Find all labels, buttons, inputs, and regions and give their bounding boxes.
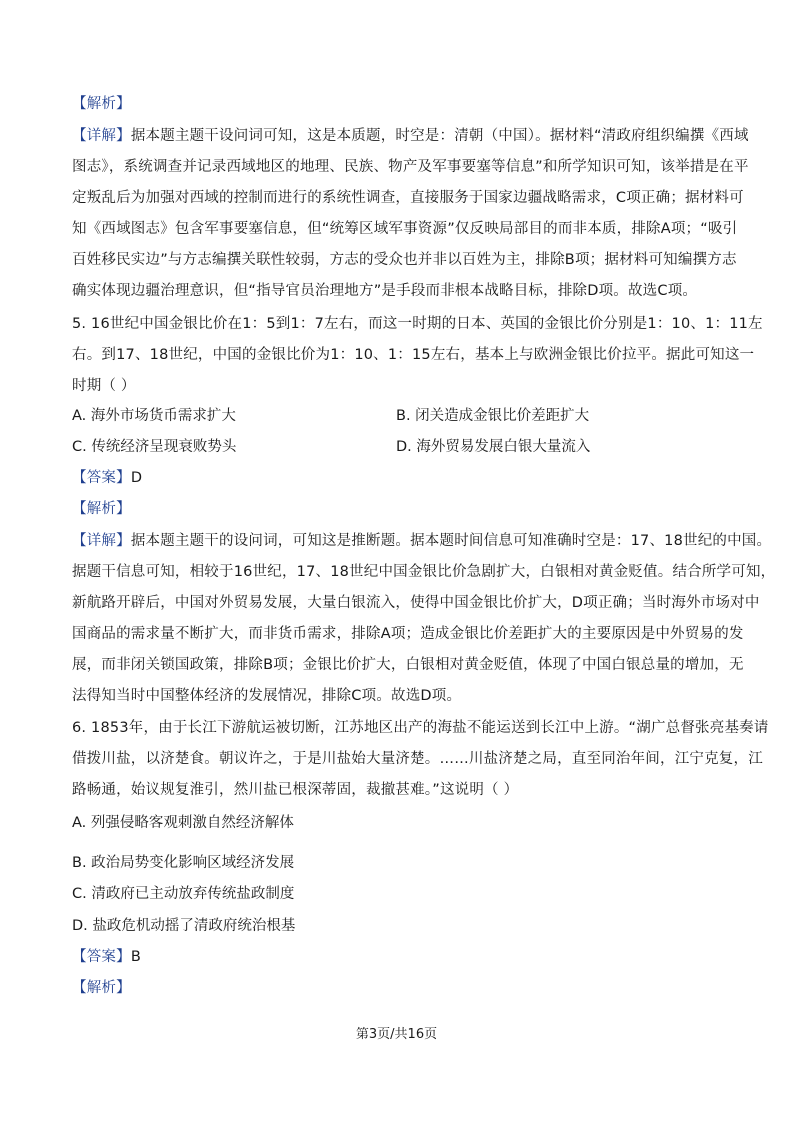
option-d: D. 盐政危机动摇了清政府统治根基 [72, 918, 296, 934]
analysis-line: 国商品的需求量不断扩大，而非货币需求，排除A项；造成金银比价差距扩大的主要原因是中外贸易的发 [72, 626, 744, 642]
answer-label: 【答案】 [72, 470, 131, 486]
option-a: A. 列强侵略客观刺激自然经济解体 [72, 815, 294, 831]
option-c: C. 清政府已主动放弃传统盐政制度 [72, 886, 295, 902]
analysis-line: 【详解】据本题主题干的设问词，可知这是推断题。据本题时间信息可知准确时空是：17、18世纪的中国。 [72, 533, 772, 549]
question-stem: 时期（ ） [72, 378, 136, 394]
analysis-line: 定叛乱后为加强对西域的控制而进行的系统性调查，直接服务于国家边疆战略需求，C项正确；据材料可 [72, 190, 744, 206]
detail-label: 【详解】 [72, 533, 131, 549]
analysis-line: 法得知当时中国整体经济的发展情况，排除C项。故选D项。 [72, 688, 462, 704]
question-stem: 5. 16世纪中国金银比价在1：5到1：7左右，而这一时期的日本、英国的金银比价分别是1：10、1：11左 [72, 316, 763, 332]
option-b: B. 闭关造成金银比价差距扩大 [396, 408, 590, 424]
question-stem: 借拨川盐，以济楚食。朝议许之，于是川盐始大量济楚。……川盐济楚之局，直至同治年间，江宁克复，江 [72, 751, 763, 767]
option-a: A. 海外市场货币需求扩大 [72, 408, 236, 424]
question-stem: 右。到17、18世纪，中国的金银比价为1：10、1：15左右，基本上与欧洲金银比价拉平。据此可知这一 [72, 347, 755, 363]
answer-value: D [130, 470, 143, 486]
analysis-line: 图志》，系统调查并记录西域地区的地理、民族、物产及军事要塞等信息”和所学知识可知，该举措是在平 [72, 159, 749, 175]
analysis-line: 知《西域图志》包含军事要塞信息，但“统筹区域军事资源”仅反映局部目的而非本质，排除A项；“吸引 [72, 221, 738, 237]
jiexi-heading: 【解析】 [72, 96, 131, 112]
option-b: B. 政治局势变化影响区域经济发展 [72, 855, 295, 871]
answer-value: B [130, 949, 141, 965]
jiexi-heading: 【解析】 [72, 980, 131, 996]
question-stem: 6. 1853年，由于长江下游航运被切断，江苏地区出产的海盐不能运送到长江中上游。“湖广总督张亮基奏请 [72, 720, 769, 736]
answer-line [72, 468, 732, 488]
question-stem: 路畅通，始议规复淮引，然川盐已根深蒂固，裁撤甚难。”这说明（ ） [72, 782, 519, 798]
analysis-line: 【详解】据本题主题干设问词可知，这是本质题，时空是：清朝（中国）。据材料“清政府组织编撰《西域 [72, 128, 749, 144]
option-d: D. 海外贸易发展白银大量流入 [396, 439, 591, 455]
answer-line [72, 947, 732, 967]
option-c: C. 传统经济呈现衰败势头 [72, 439, 237, 455]
jiexi-heading: 【解析】 [72, 501, 131, 517]
page-footer: 第3页/共16页 [355, 1027, 438, 1042]
analysis-line: 百姓移民实边”与方志编撰关联性较弱，方志的受众也并非以百姓为主，排除B项；据材料可知编撰方志 [72, 252, 737, 268]
analysis-line: 据题干信息可知，相较于16世纪，17、18世纪中国金银比价急剧扩大，白银相对黄金贬值。结合所学可知， [72, 564, 776, 580]
detail-label: 【详解】 [72, 128, 131, 144]
answer-label: 【答案】 [72, 949, 131, 965]
analysis-line: 新航路开辟后，中国对外贸易发展，大量白银流入，使得中国金银比价扩大，D项正确；当时海外市场对中 [72, 595, 760, 611]
analysis-line: 展，而非闭关锁国政策，排除B项；金银比价扩大，白银相对黄金贬值，体现了中国白银总量的增加，无 [72, 657, 744, 673]
analysis-line: 确实体现边疆治理意识，但“指导官员治理地方”是手段而非根本战略目标，排除D项。故选C项。 [72, 283, 698, 299]
